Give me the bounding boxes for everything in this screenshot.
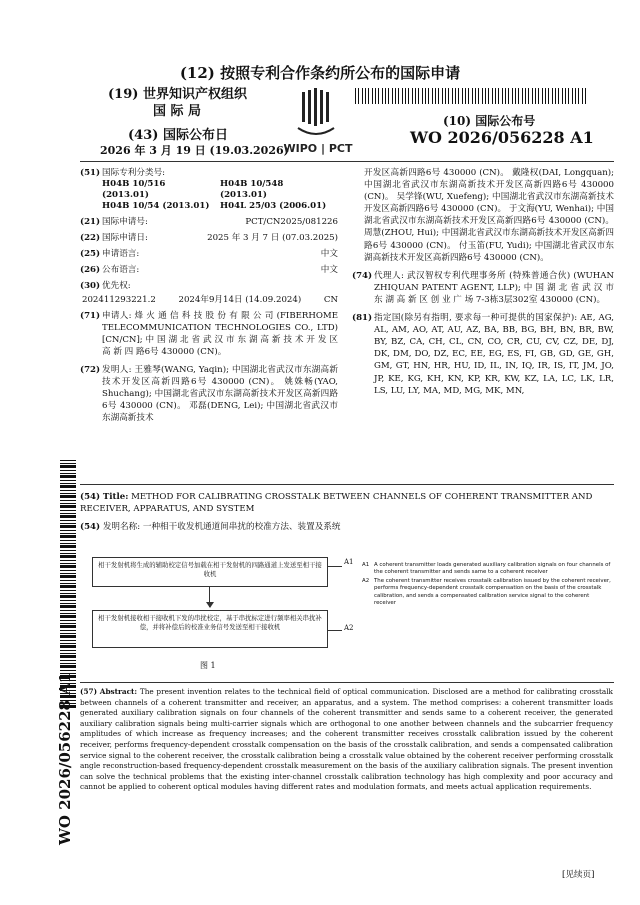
publication-date-value: 2026 年 3 月 19 日 (19.03.2026) — [100, 144, 289, 157]
ipc-section: (51) 国际专利分类号: H04B 10/516 (2013.01) H04B 10/548 (2013.01) H04B 10/54 (2013.01) H04L 25/03 (2006.01) — [80, 167, 338, 212]
wipo-pct-logo — [268, 88, 368, 158]
a1-leader-line — [328, 566, 342, 567]
a2-leader-line — [328, 630, 342, 631]
abstract: (57) Abstract: The present invention relates to the technical field of optical communication. Disclosed are a method for calibrating crosstalk between channels of a coherent transmitter and receiver, an apparatus, and a system. The method comprises: a coherent transmitter loads generated auxiliary calibration signals on four channels of the coherent transmitter and sends same to a coherent receiver, the generated auxiliary calibration signals being multi-carrier signals which are orthogonal to one another between channels and the subcarrier frequency amplitudes of which increase as frequency increases; and the coherent transmitter receives crosstalk calibration issued by the coherent receiver, performs frequency-dependent crosstalk compensation on the basis of the crosstalk calibration, and sends a compensated calibration service signal to the coherent receiver, the crosstalk calibration being a crosstalk value obtained by the coherent receiver performing crosstalk angle reconstruction-based frequency-dependent crosstalk measurement on the basis of the auxiliary calibration signals. The present invention can solve the technical problems that the existing inter-channel crosstalk calibration technology has high complexity and poor accuracy and cannot be applied to coherent optical modules having different rates and modulation formats, and meets actual application requirements. — [80, 687, 613, 792]
publication-number-label: (10) 国际公布号 — [443, 114, 536, 128]
publication-date-label: (43) 国际公布日 — [128, 128, 228, 143]
figure-legend — [362, 562, 612, 608]
left-bibliographic-column — [80, 167, 338, 425]
top-barcode — [355, 88, 587, 104]
header-divider — [80, 161, 614, 162]
label-a1: A1 — [344, 558, 354, 566]
flowchart-step-a1: 相干发射机将生成的辅助校定信号加载在相干发射机的四路通道上发送至相干接收机 — [92, 557, 328, 587]
label-a2: A2 — [344, 624, 354, 632]
sidebar-publication-number — [54, 540, 78, 850]
sidebar-number-text: WO 2026/056228 A1 — [56, 672, 74, 845]
organization-name: (19) 世界知识产权组织 国 际 局 — [108, 87, 247, 119]
titles-divider — [80, 484, 614, 485]
title-english: (54) Title: METHOD FOR CALIBRATING CROSSTALK BETWEEN CHANNELS OF COHERENT TRANSMITTER AND RECEIVER, APPARATUS, AND SYSTEM — [80, 492, 593, 514]
right-bibliographic-column — [352, 167, 614, 397]
legend-item: A2 The coherent transmitter receives crosstalk calibration issued by the coherent receiver, performs frequency-dependent crosstalk compensation on the basis of the crosstalk calibration, and sends a compensated calibration service signal to the coherent receiver — [362, 577, 611, 607]
application-number-row: (21) 国际申请号: PCT/CN2025/081226 — [80, 217, 338, 228]
application-date-row: (22) 国际申请日: 2025 年 3 月 7 日 (07.03.2025) — [80, 233, 338, 244]
inventor-section: (72) 发明人: 王雅琴(WANG, Yaqin); 中国湖北省武汉市东湖高新技术开发区高新四路6号 430000 (CN)。 姚姝畅(YAO, Shuchang); 中国湖北省武汉市东湖高新技术开发区高新四路6号 430000 (CN)。 邓磊(DENG, Lei); 中国湖北省武汉市东湖高新技术 — [80, 365, 338, 424]
publication-number-value: WO 2026/056228 A1 — [410, 128, 594, 147]
flowchart-step-a2: 相干发射机接收相干接收机下发的串扰校定，基于串扰标定进行频率相关串扰补偿，并将补偿后的校准业务信号发送至相干接收机 — [92, 610, 328, 648]
filing-language-row: (25) 申请语言: 中文 — [80, 249, 338, 260]
agent-section: (74) 代理人: 武汉智权专利代理事务所 (特殊普通合伙) (WUHAN ZHIQUAN PATENT AGENT, LLP); 中 国 湖 北 省 武 汉 市 东 湖 高 新 区 创 业 广 场 7-3栋3层302室 430000 (CN)。 — [352, 270, 614, 305]
applicant-section: (71) 申请人: 烽 火 通 信 科 技 股 份 有 限 公 司 (FIBERHOME TELECOMMUNICATION TECHNOLOGIES CO., LTD) [CN/CN]; 中 国 湖 北 省 武 汉 市 东 湖 高 新 技 术 开 发 区 高 新 四 路6号 430000 (CN)。 — [80, 310, 338, 357]
priority-section: (30) 优先权: — [80, 281, 131, 292]
abstract-divider — [80, 682, 614, 683]
legend-item: A1 A coherent transmitter loads generated auxiliary calibration signals on four channels of the coherent transmitter and sends same to a coherent receiver — [362, 562, 611, 576]
priority-row: 202411293221.2 2024年9月14日 (14.09.2024) CN — [82, 294, 338, 305]
logo-text: WIPO | PCT — [283, 142, 353, 155]
ipc-table: H04B 10/516 (2013.01) H04B 10/548 (2013.01) H04B 10/54 (2013.01) H04L 25/03 (2006.01) — [102, 179, 327, 212]
designated-states-section: (81) 指定国(除另有指明, 要求每一种可提供的国家保护): AE, AG, AL, AM, AO, AT, AU, AZ, BA, BB, BG, BH, BN, BR, BW, BY, BZ, CA, CH, CL, CN, CO, CR, CU, CV, CZ, DE, DJ, DK, DM, DO, DZ, EC, EE, EG, ES, FI, GB, GD, GE, GH, GM, GT, HN, HR, HU, ID, IL, IN, IQ, IR, IS, IT, JM, JO, JP, KE, KG, KH, KN, KP, KR, KW, KZ, LA, LC, LK, LR, LS, LU, LY, MA, MD, MG, MK, MN, — [352, 313, 614, 396]
figure-caption: 图 1 — [200, 661, 216, 670]
continuation-note: [见续页] — [562, 870, 595, 880]
document-type-heading: (12) 按照专利合作条约所公布的国际申请 — [179, 64, 461, 82]
publication-language-row: (26) 公布语言: 中文 — [80, 265, 338, 276]
title-chinese: (54) 发明名称: 一种相干收发机通道间串扰的校准方法、装置及系统 — [80, 522, 341, 532]
arrow-head-icon — [206, 602, 214, 608]
inventor-continued: 开发区高新四路6号 430000 (CN)。 戴隆权(DAI, Longquan); 中国湖北省武汉市东湖高新技术开发区高新四路6号 430000 (CN)。 吴学锋(WU, Xuefeng); 中国湖北省武汉市东湖高新技术开发区高新四路6号 430000 (CN)。 于文海(YU, Wenhai); 中国湖北省武汉市东湖高新技术开发区高新四路6号 430000 (CN)。 周慧(ZHOU, Hui); 中国湖北省武汉市东湖高新技术开发区高新四路6号 430000 (CN)。 付玉笛(FU, Yudi); 中国湖北省武汉市东湖高新技术开发区高新四路6号 430000 (CN)。 — [364, 168, 614, 263]
